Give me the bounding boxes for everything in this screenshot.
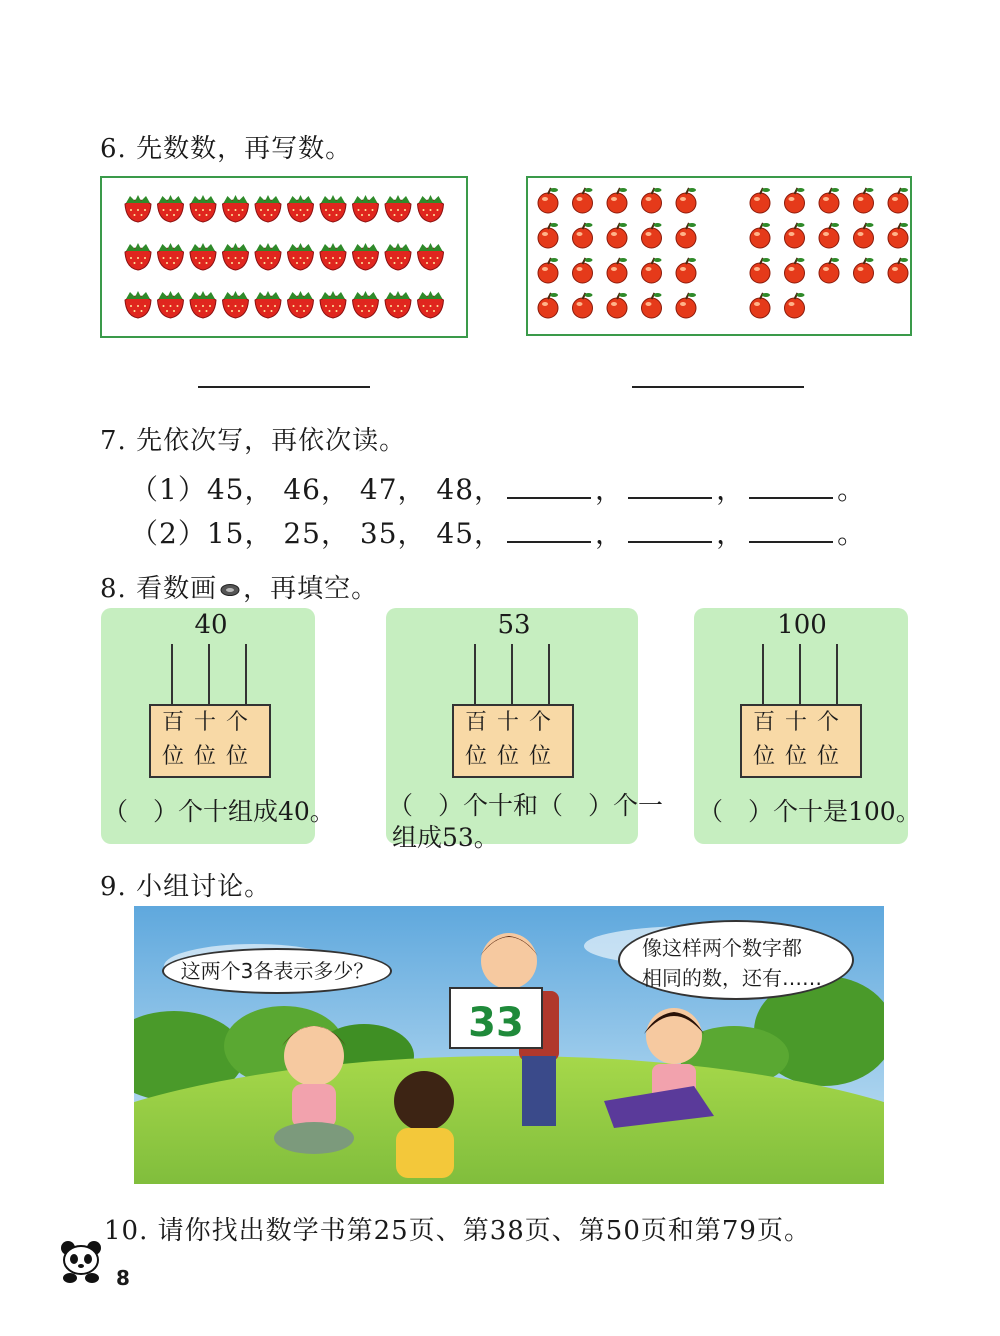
apple-icon (676, 258, 696, 283)
strawberry-icon (190, 291, 216, 318)
apple-icon (819, 258, 839, 283)
period: 。 (837, 473, 867, 506)
place-value-labels: 百十个 (161, 710, 258, 735)
strawberry-icon (320, 243, 346, 270)
strawberry-icon (353, 291, 379, 318)
apple-icon (785, 188, 805, 213)
q9-title: 9. 小组讨论。 (100, 872, 272, 902)
place-value-labels: 位位位 (161, 744, 258, 769)
abacus-card-40 (101, 608, 335, 844)
apple-icon (888, 223, 908, 248)
apple-icon (676, 293, 696, 318)
discussion-illustration (134, 906, 884, 1184)
abacus-card-53 (386, 608, 664, 852)
apple-box (526, 176, 912, 336)
strawberry-icon (418, 195, 444, 222)
q7-blank[interactable] (749, 475, 833, 499)
q7-blank[interactable] (507, 475, 591, 499)
abacus-rod[interactable] (762, 644, 764, 710)
strawberry-box (100, 176, 468, 338)
q7-line1: （1）45， 46， 47， 48， (130, 473, 504, 506)
apple-icon (750, 223, 770, 248)
strawberry-icon (288, 195, 314, 222)
comma: ， (716, 473, 746, 506)
q10-title: 10. 请你找出数学书第25页、第38页、第50页和第79页。 (104, 1216, 811, 1246)
apple-icon (538, 293, 558, 318)
q8-title-text: 8. 看数画 (100, 574, 218, 604)
apple-icon (607, 188, 627, 213)
bubble-text: 像这样两个数字都 (642, 936, 802, 960)
strawberry-icon (385, 291, 411, 318)
strawberry-icon (158, 195, 184, 222)
apple-icon (676, 188, 696, 213)
bubble-text: 这两个3各表示多少？ (180, 959, 374, 983)
strawberry-icon (353, 243, 379, 270)
abacus-rod[interactable] (245, 644, 247, 710)
card-question-line2: 组成53。 (392, 823, 499, 852)
place-value-labels: 百十个 (464, 710, 561, 735)
panda-icon (58, 1238, 106, 1284)
place-value-labels: 位位位 (752, 744, 849, 769)
place-value-box (740, 704, 862, 778)
q6-title: 6. 先数数，再写数。 (100, 134, 353, 164)
abacus-card-100 (694, 608, 921, 844)
apple-icon (676, 223, 696, 248)
comma: ， (595, 473, 625, 506)
q7-sequence-2 (130, 512, 866, 552)
apple-icon (750, 293, 770, 318)
bubble-text: 相同的数，还有…… (642, 966, 822, 990)
card-number: 100 (777, 610, 827, 640)
apple-icon (819, 223, 839, 248)
speech-bubble-right (618, 920, 854, 1000)
strawberry-icon (223, 291, 249, 318)
q7-line2: （2）15， 25， 35， 45， (130, 517, 504, 550)
comma: ， (716, 517, 746, 550)
apple-icon (573, 188, 593, 213)
place-value-box (452, 704, 574, 778)
strawberry-icon (418, 291, 444, 318)
q8-title (100, 568, 378, 605)
q7-title: 7. 先依次写，再依次读。 (100, 426, 407, 456)
apple-icon (642, 188, 662, 213)
bead-icon (219, 583, 241, 597)
strawberry-icon (288, 243, 314, 270)
place-value-labels: 位位位 (464, 744, 561, 769)
abacus-rod[interactable] (548, 644, 550, 710)
abacus-rod[interactable] (208, 644, 210, 710)
period: 。 (837, 517, 867, 550)
apple-icon (607, 293, 627, 318)
apple-icon (573, 293, 593, 318)
q7-sequence-1 (130, 468, 866, 508)
apple-icon (785, 293, 805, 318)
strawberry-icon (223, 243, 249, 270)
q7-blank[interactable] (628, 519, 712, 543)
apple-icon (819, 188, 839, 213)
q8-title-text: ，再填空。 (243, 574, 379, 604)
strawberry-icon (320, 195, 346, 222)
apple-icon (785, 223, 805, 248)
strawberry-icon (255, 291, 281, 318)
apple-icon (750, 188, 770, 213)
q7-blank[interactable] (749, 519, 833, 543)
card-number: 53 (497, 610, 531, 640)
abacus-rod[interactable] (474, 644, 476, 710)
apple-icon (888, 258, 908, 283)
strawberry-icon (158, 291, 184, 318)
q6-answer-blank-1[interactable] (198, 386, 370, 388)
speech-bubble-left (162, 948, 392, 994)
strawberry-icon (353, 195, 379, 222)
apple-icon (785, 258, 805, 283)
strawberry-icon (418, 243, 444, 270)
apple-icon (538, 223, 558, 248)
place-value-labels: 百十个 (752, 710, 849, 735)
q7-blank[interactable] (628, 475, 712, 499)
q7-blank[interactable] (507, 519, 591, 543)
strawberry-icon (223, 195, 249, 222)
abacus-rod[interactable] (836, 644, 838, 710)
apple-icon (573, 258, 593, 283)
abacus-rod[interactable] (511, 644, 513, 710)
strawberry-icon (320, 291, 346, 318)
strawberry-icon (125, 195, 151, 222)
strawberry-icon (190, 243, 216, 270)
apple-grid (528, 178, 910, 334)
strawberry-icon (125, 243, 151, 270)
abacus-rod[interactable] (171, 644, 173, 710)
apple-icon (854, 223, 874, 248)
strawberry-icon (255, 195, 281, 222)
apple-icon (750, 258, 770, 283)
apple-icon (538, 258, 558, 283)
strawberry-grid (102, 178, 466, 336)
card-question: （ ）个十组成40。 (103, 797, 335, 826)
strawberry-icon (288, 291, 314, 318)
number-card: 33 (468, 1000, 524, 1046)
apple-icon (607, 258, 627, 283)
strawberry-icon (190, 195, 216, 222)
strawberry-icon (255, 243, 281, 270)
abacus-rod[interactable] (799, 644, 801, 710)
card-question-line1: （ ）个十和（ ）个一 (388, 791, 664, 820)
apple-icon (888, 188, 908, 213)
strawberry-icon (158, 243, 184, 270)
card-number: 40 (194, 610, 228, 640)
apple-icon (538, 188, 558, 213)
comma: ， (595, 517, 625, 550)
strawberry-icon (385, 195, 411, 222)
apple-icon (607, 223, 627, 248)
strawberry-icon (385, 243, 411, 270)
apple-icon (642, 293, 662, 318)
apple-icon (642, 258, 662, 283)
q6-answer-blank-2[interactable] (632, 386, 804, 388)
apple-icon (854, 258, 874, 283)
apple-icon (854, 188, 874, 213)
page-number: 8 (116, 1266, 130, 1290)
apple-icon (642, 223, 662, 248)
strawberry-icon (125, 291, 151, 318)
apple-icon (573, 223, 593, 248)
card-question: （ ）个十是100。 (698, 797, 921, 826)
place-value-box (149, 704, 271, 778)
